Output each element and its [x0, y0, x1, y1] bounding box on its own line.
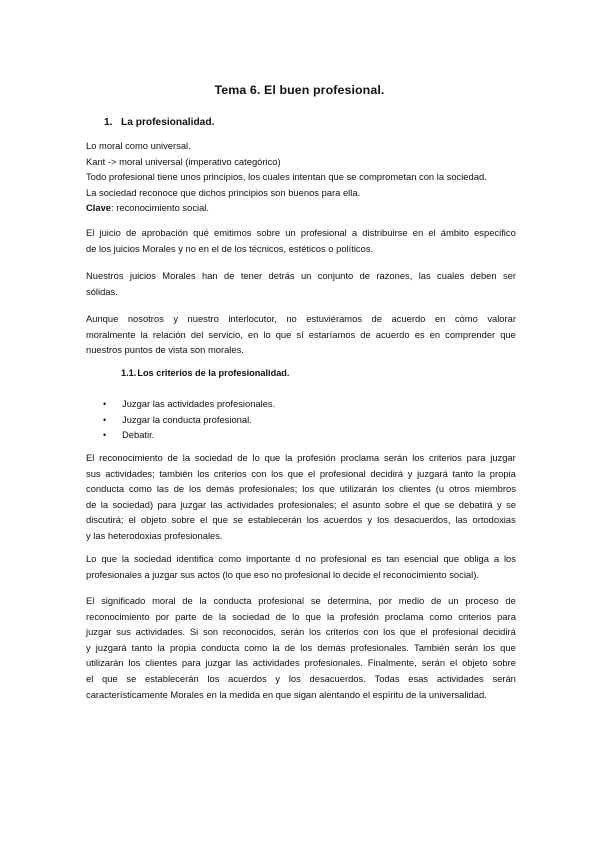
- word: identifica: [176, 553, 214, 564]
- word: serán: [492, 672, 516, 684]
- word: no: [286, 313, 297, 324]
- word: lo: [292, 610, 300, 622]
- clave-text: : reconocimiento social.: [111, 202, 209, 214]
- text-line: [86, 671, 516, 687]
- word: otros: [449, 483, 470, 495]
- word: que: [305, 610, 322, 622]
- word: los: [483, 641, 496, 653]
- word: los: [308, 626, 321, 638]
- text-line: [86, 497, 516, 513]
- word: establecerán: [248, 514, 302, 526]
- word: sobre: [385, 498, 409, 510]
- paragraph-2: [86, 268, 516, 299]
- word: la: [477, 467, 486, 479]
- word: en: [412, 227, 424, 238]
- word: esas: [408, 672, 429, 684]
- section-number: 1.1.: [121, 368, 137, 378]
- text-line: [86, 268, 516, 284]
- word: como: [128, 483, 152, 495]
- clave-label: Clave: [86, 202, 112, 214]
- word: razones,: [376, 270, 413, 281]
- text-line: [86, 466, 516, 482]
- text-line: [86, 512, 516, 528]
- word: medio: [398, 595, 425, 606]
- text-line: sólidas.: [86, 285, 118, 297]
- word: la: [199, 595, 207, 606]
- word: sociedad: [194, 452, 233, 463]
- word: los: [306, 514, 319, 526]
- word: las: [156, 483, 169, 495]
- word: que: [500, 328, 516, 340]
- word: profesional: [319, 467, 366, 479]
- word: moralmente: [86, 328, 136, 340]
- word: Todas: [374, 672, 400, 684]
- paragraph-5: [86, 551, 516, 582]
- word: que: [287, 467, 304, 479]
- document-title: Tema 6. El buen profesional.: [214, 83, 385, 97]
- text-line: y las heterodoxias profesionales.: [86, 529, 223, 541]
- word: el: [307, 467, 316, 479]
- word: moral: [152, 595, 176, 606]
- word: profesionales.: [350, 641, 409, 653]
- list-item-text: Juzgar las actividades profesionales.: [122, 398, 276, 409]
- word: que: [399, 626, 416, 638]
- word: los: [302, 483, 315, 495]
- list-item-text: Juzgar la conducta profesional.: [122, 413, 252, 425]
- word: juzgar: [490, 452, 516, 463]
- word: aprobación: [141, 227, 189, 238]
- word: que: [264, 452, 281, 463]
- word: como: [429, 610, 453, 622]
- word: la: [182, 452, 191, 463]
- word: profesionales.: [304, 657, 363, 669]
- word: profesión: [297, 452, 336, 463]
- word: juzgar: [180, 498, 207, 510]
- text-line: [86, 640, 516, 656]
- word: El: [86, 227, 95, 238]
- word: el: [428, 227, 436, 238]
- word: decidirá: [370, 467, 404, 479]
- word: de: [284, 641, 296, 653]
- word: sí: [296, 328, 304, 340]
- list-item: [103, 412, 275, 428]
- word: se: [506, 498, 516, 510]
- word: y: [173, 313, 179, 324]
- word: de: [431, 595, 442, 606]
- word: como: [244, 641, 268, 653]
- text-line: [86, 481, 516, 497]
- word: clientes: [145, 657, 178, 669]
- word: que: [102, 672, 118, 684]
- word: miembros: [474, 483, 516, 495]
- word: actividades: [226, 498, 274, 510]
- word: los: [271, 467, 284, 479]
- clave-line: [86, 200, 516, 216]
- word: qué: [193, 227, 209, 238]
- word: acuerdo: [391, 313, 426, 324]
- word: distribuirse: [362, 227, 408, 238]
- paragraph-6: [86, 593, 516, 702]
- word: para: [466, 452, 486, 463]
- word: que: [275, 328, 292, 340]
- word: han: [202, 270, 218, 281]
- word: También: [414, 641, 450, 653]
- word: la: [218, 610, 227, 622]
- word: la: [285, 452, 293, 463]
- word: propia: [489, 467, 516, 479]
- word: a: [351, 227, 358, 238]
- word: de: [173, 483, 185, 495]
- word: sus: [116, 626, 131, 638]
- word: nuestro: [187, 313, 219, 324]
- word: utilizarán: [86, 657, 124, 669]
- word: sociedad: [232, 610, 270, 622]
- word: de: [182, 595, 193, 606]
- word: los: [503, 553, 516, 564]
- word: los: [197, 467, 210, 479]
- text-line: característicamente Morales en la medida en que sigan alentando el espíritu de la universalidad.: [86, 688, 487, 700]
- word: no: [305, 553, 316, 564]
- word: juzgará: [417, 467, 448, 479]
- word: Lo: [86, 553, 97, 564]
- word: conducta: [86, 483, 125, 495]
- word: de: [360, 328, 371, 340]
- word: criterios: [429, 452, 462, 463]
- word: reconocimiento: [86, 610, 150, 622]
- word: reconocidos,: [222, 626, 277, 638]
- word: los: [377, 514, 390, 526]
- word: especifico: [474, 227, 516, 238]
- word: actividades;: [105, 467, 155, 479]
- word: los: [382, 483, 395, 495]
- paragraph-3: [86, 311, 516, 358]
- word: conducta: [201, 641, 240, 653]
- word: demás: [317, 641, 346, 653]
- word: los: [383, 626, 396, 638]
- word: criterios: [325, 626, 359, 638]
- word: sobre: [171, 514, 195, 526]
- word: emitimos: [213, 227, 252, 238]
- word: propia: [169, 641, 197, 653]
- word: serán: [454, 641, 478, 653]
- word: sociedad): [112, 498, 154, 510]
- word: objeto: [462, 657, 488, 669]
- text-line: [86, 225, 516, 241]
- word: Nuestros: [86, 270, 124, 281]
- word: interlocutor,: [228, 313, 277, 324]
- word: se: [126, 672, 137, 684]
- word: son: [203, 626, 219, 638]
- word: estuviéramos: [306, 313, 363, 324]
- criteria-list: [103, 396, 275, 443]
- word: reconocimiento: [99, 452, 163, 463]
- word: demás: [205, 483, 235, 495]
- word: El: [86, 595, 95, 606]
- word: importante: [246, 553, 291, 564]
- word: la: [140, 328, 148, 340]
- word: ámbito: [440, 227, 469, 238]
- word: establecerán: [145, 672, 199, 684]
- text-line: [86, 609, 516, 625]
- word: profesional: [432, 626, 479, 638]
- word: debatirá: [458, 498, 493, 510]
- word: y: [497, 498, 502, 510]
- word: un: [448, 595, 459, 606]
- word: profesional: [320, 553, 367, 564]
- text-line: [86, 593, 516, 609]
- word: y: [407, 467, 413, 479]
- word: (u: [435, 483, 445, 495]
- word: por: [378, 595, 393, 606]
- section-heading-1: [104, 117, 214, 128]
- word: serán: [383, 452, 408, 463]
- word: la: [157, 641, 165, 653]
- word: clientes: [399, 483, 431, 495]
- word: utilizarán: [339, 483, 378, 495]
- section-number: 1.: [104, 117, 113, 128]
- word: significado: [101, 595, 146, 606]
- paragraph-1: [86, 225, 516, 256]
- text-line: Kant -> moral universal (imperativo categórico): [86, 155, 281, 167]
- word: de: [224, 270, 235, 281]
- word: y: [367, 514, 373, 526]
- word: parte: [175, 610, 197, 622]
- list-item: [103, 427, 275, 443]
- word: se: [310, 595, 321, 606]
- word: de: [126, 227, 137, 238]
- word: juzgar: [86, 626, 112, 638]
- word: y: [86, 641, 91, 653]
- word: deben: [470, 270, 497, 281]
- word: cómo: [454, 313, 478, 324]
- word: las: [418, 270, 431, 281]
- word: de: [86, 498, 97, 510]
- text-line: [86, 450, 516, 466]
- word: tanto: [131, 641, 153, 653]
- list-item-text: Debatir.: [122, 429, 155, 440]
- word: esencial: [404, 553, 439, 564]
- word: la: [327, 610, 335, 622]
- list-item: [103, 396, 275, 412]
- word: Morales: [162, 270, 196, 281]
- word: profesional: [300, 227, 347, 238]
- word: cuales: [437, 270, 465, 281]
- word: ortodoxias: [472, 514, 516, 526]
- word: el: [340, 498, 349, 510]
- word: profesionales;: [278, 498, 337, 510]
- word: se: [233, 514, 243, 526]
- word: actividades.: [135, 626, 186, 638]
- word: los: [412, 452, 425, 463]
- bullet-icon: •: [103, 399, 107, 409]
- word: es: [371, 553, 382, 564]
- text-line: [86, 327, 516, 343]
- word: desacuerdos,: [394, 514, 451, 526]
- word: que: [101, 553, 117, 564]
- word: proclama: [340, 452, 380, 463]
- word: de: [167, 452, 178, 463]
- word: los: [189, 483, 202, 495]
- word: determina,: [327, 595, 372, 606]
- word: el: [420, 626, 428, 638]
- bullet-icon: •: [103, 430, 107, 440]
- word: Finalmente,: [367, 657, 417, 669]
- word: la: [100, 498, 109, 510]
- word: juzgar: [205, 657, 232, 669]
- word: profesionales;: [238, 483, 298, 495]
- text-line: Todo profesional tiene unos principios, los cuales intentan que se comprometan con la sociedad.: [86, 171, 487, 183]
- word: serán: [421, 657, 446, 669]
- word: también: [159, 467, 193, 479]
- text-line: [86, 624, 516, 640]
- word: lo: [263, 328, 271, 340]
- text-line: [86, 311, 516, 327]
- word: discutirá;: [86, 514, 124, 526]
- paragraph-4: [86, 450, 516, 544]
- word: d: [295, 553, 301, 564]
- word: actividades: [436, 672, 484, 684]
- word: serán: [280, 626, 305, 638]
- word: a: [493, 553, 500, 564]
- word: que: [424, 498, 441, 510]
- word: para: [181, 657, 201, 669]
- word: juicios: [129, 270, 156, 281]
- word: acuerdos: [228, 672, 267, 684]
- word: comprender: [445, 328, 496, 340]
- word: conducta: [213, 595, 252, 606]
- word: las: [210, 498, 223, 510]
- word: acuerdo: [375, 328, 410, 340]
- text-line: [86, 551, 516, 567]
- word: que: [212, 514, 228, 526]
- word: criterios: [213, 467, 247, 479]
- word: valorar: [487, 313, 516, 324]
- word: juzgará: [95, 641, 127, 653]
- section-label: Los criterios de la profesionalidad.: [137, 368, 290, 378]
- word: nosotros: [127, 313, 164, 324]
- word: con: [363, 626, 379, 638]
- word: las: [235, 657, 248, 669]
- word: con: [251, 467, 267, 479]
- word: las: [455, 514, 468, 526]
- word: de: [237, 452, 248, 463]
- word: proceso: [465, 595, 499, 606]
- text-line: profesionales a juzgar sus actos (lo que eso no profesional lo decide el reconocimiento social).: [86, 568, 479, 580]
- word: sociedad: [134, 553, 172, 564]
- word: detrás: [268, 270, 295, 281]
- section-label: La profesionalidad.: [121, 117, 215, 128]
- word: es: [414, 328, 425, 340]
- text-line: Lo moral como universal.: [86, 140, 191, 151]
- word: profesional: [258, 595, 305, 606]
- word: el: [200, 514, 208, 526]
- word: los: [300, 641, 313, 653]
- word: para: [497, 610, 516, 622]
- word: en: [429, 328, 441, 340]
- word: obliga: [463, 553, 489, 564]
- intro-block: [86, 138, 516, 216]
- word: los: [288, 672, 301, 684]
- word: por: [155, 610, 170, 622]
- word: de: [505, 595, 516, 606]
- word: un: [300, 270, 312, 281]
- word: el: [449, 657, 458, 669]
- word: se: [444, 498, 455, 510]
- word: objeto: [140, 514, 167, 526]
- word: estaríamos: [308, 328, 356, 340]
- word: de: [371, 313, 382, 324]
- word: el: [128, 514, 136, 526]
- word: que: [443, 553, 460, 564]
- word: para: [157, 498, 177, 510]
- word: profesión: [340, 610, 379, 622]
- word: en: [247, 328, 259, 340]
- word: en: [434, 313, 446, 324]
- text-line: La sociedad reconoce que dichos principios son buenos para ella.: [86, 186, 361, 198]
- text-line: de los juicios Morales y no en el de los técnicos, estéticos o políticos.: [86, 242, 374, 254]
- word: que: [319, 483, 335, 495]
- word: El: [86, 452, 95, 463]
- word: decidirá: [482, 626, 516, 638]
- word: los: [128, 657, 141, 669]
- word: el: [86, 672, 94, 684]
- word: los: [207, 672, 220, 684]
- word: de: [202, 610, 213, 622]
- word: actividades: [252, 657, 300, 669]
- text-line: [86, 655, 516, 671]
- word: que: [500, 641, 516, 653]
- word: del: [190, 328, 204, 340]
- word: acuerdos: [323, 514, 363, 526]
- word: desacuerdos.: [309, 672, 366, 684]
- word: tanto: [452, 467, 474, 479]
- word: conjunto: [317, 270, 354, 281]
- word: ser: [502, 270, 516, 281]
- word: juicio: [99, 227, 121, 238]
- word: y: [275, 672, 281, 684]
- word: tan: [386, 553, 400, 564]
- word: tener: [240, 270, 263, 281]
- word: sus: [86, 467, 101, 479]
- word: lo: [252, 452, 260, 463]
- bullet-icon: •: [103, 414, 107, 425]
- word: de: [275, 610, 287, 622]
- word: la: [272, 641, 280, 653]
- word: la: [121, 553, 130, 564]
- word: un: [285, 227, 296, 238]
- text-line: nuestros puntos de vista son morales.: [86, 344, 244, 356]
- word: sobre: [492, 657, 516, 669]
- word: Aunque: [86, 313, 119, 324]
- word: sobre: [256, 227, 281, 238]
- word: criterios: [458, 610, 492, 622]
- word: el: [412, 498, 421, 510]
- word: Si: [189, 626, 199, 638]
- word: proclama: [384, 610, 424, 622]
- section-heading-1-1: [121, 368, 289, 378]
- word: relación: [152, 328, 186, 340]
- word: servicio,: [208, 328, 243, 340]
- word: de: [359, 270, 371, 281]
- word: como: [218, 553, 242, 564]
- word: asunto: [352, 498, 381, 510]
